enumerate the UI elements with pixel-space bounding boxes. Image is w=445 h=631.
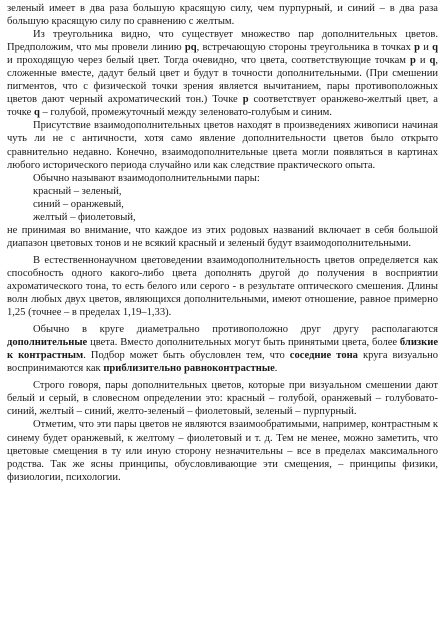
text: зеленый имеет в два раза большую красящую силу, чем пурпурный, и синий – в два раза большую красящую силу по сравнению с желтым. [7, 3, 438, 28]
bold-term: q [432, 42, 438, 54]
bold-term: дополнительные [7, 337, 88, 349]
text: круга визуально воспринимаются как [7, 350, 439, 375]
bold-term: приблизительно равноконтрастные [103, 363, 275, 375]
text: , сложенные вместе, дадут белый цвет и будут в точности дополнительными. (При смешении пигментов, что с физической точки зрения является вычитанием, пары противоположных цветов дают черный ахроматический тон.) Точке [7, 55, 439, 106]
paragraph-painting [7, 119, 438, 171]
bold-term: q [429, 55, 436, 67]
text: Присутствие взаимодополнительных цветов находят в произведениях живописи начиная чуть ли не с античности, хотя само явление дополнительности цветов было открыто сравнительно недавно. Конечно, взаимодополнительные цвета могли появляться в картинах любого исторического периода случайно или как следствие практического опыта. [7, 120, 438, 171]
list-item [7, 198, 438, 211]
text: и проходящую через белый цвет. Тогда очевидно, что цвета, соответствующие точкам [7, 55, 410, 67]
list-item [7, 211, 438, 224]
text: Обычно в круге диаметрально противоположно друг другу располагаются [33, 324, 438, 336]
paragraph-continuation [7, 2, 438, 28]
text: , встречающую стороны треугольника в точках [196, 42, 415, 54]
text: и [420, 42, 433, 54]
text: Строго говоря, пары дополнительных цветов, которые при визуальном смешении дают белый и серый, в словесном определении это: красный – голубой, оранжевый – голубовато-синий, желтый – синий, желто-зеленый – фиолетовый, зеленый – пурпурный. [7, 380, 438, 418]
text: В естественнонаучном цветоведении взаимодополнительность цветов определяется как способность одного какого-либо цвета дополнять другой до получения в восприятии ахроматического тона, то есть белого или серого - в результате оптического смешения. Длины волн любых двух цветов, являющихся дополнительными, имеют отношение, равное примерно 1,25 (точнее – в пределах 1,19–1,33). [7, 254, 438, 319]
text: цвета. Вместо дополнительных могут быть принятыми цвета, более [87, 337, 400, 349]
paragraph-irreversible [7, 418, 438, 483]
text: и [415, 55, 430, 67]
paragraph-pairs [7, 379, 438, 418]
bold-term: близкие к контрастным [7, 337, 438, 362]
paragraph-list-intro [7, 172, 438, 185]
text: не принимая во внимание, что каждое из этих родовых названий включает в себя большой диапазон цветовых тонов и не всякий красный и зеленый будут взаимодополнительными. [7, 224, 438, 249]
text: – голубой, промежуточный между зеленовато-голубым и синим. [39, 107, 332, 119]
bold-term: p [414, 42, 420, 54]
paragraph-triangle [7, 28, 438, 119]
text: Обычно называют взаимодополнительными пары: [33, 172, 260, 184]
paragraph-circle [7, 323, 438, 375]
text: Из треугольника видно, что существует множество пар дополнительных цветов. Предположим, что мы провели линию [7, 29, 438, 54]
text: желтый – фиолетовый, [33, 211, 136, 223]
text: красный – зеленый, [33, 185, 122, 197]
bold-term: q [33, 107, 40, 119]
text: . Подбор может быть обусловлен тем, что [83, 350, 290, 362]
text: . [274, 363, 278, 375]
bold-term: p [409, 55, 416, 67]
text: Отметим, что эти пары цветов не являются взаимообратимыми, например, контрастным к синему будет оранжевый, к желтому – фиолетовый и т. д. Тем не менее, можно заметить, что цветовые смещения в ту или иную сторону незначительны – все в пределах максимального родства. Так же ясны принципы, обусловливающие эти смещения, – принципы физики, физиологии, психологии. [7, 419, 438, 483]
text: соответствует оранжево-желтый цвет, а точке [7, 94, 438, 119]
bold-term: p [242, 94, 249, 106]
text: синий – оранжевый, [33, 198, 124, 210]
bold-term: соседние тона [289, 350, 358, 362]
bold-term: pq [184, 42, 197, 54]
list-item [7, 185, 438, 198]
paragraph-science [7, 254, 438, 319]
paragraph-list-tail [7, 224, 438, 250]
